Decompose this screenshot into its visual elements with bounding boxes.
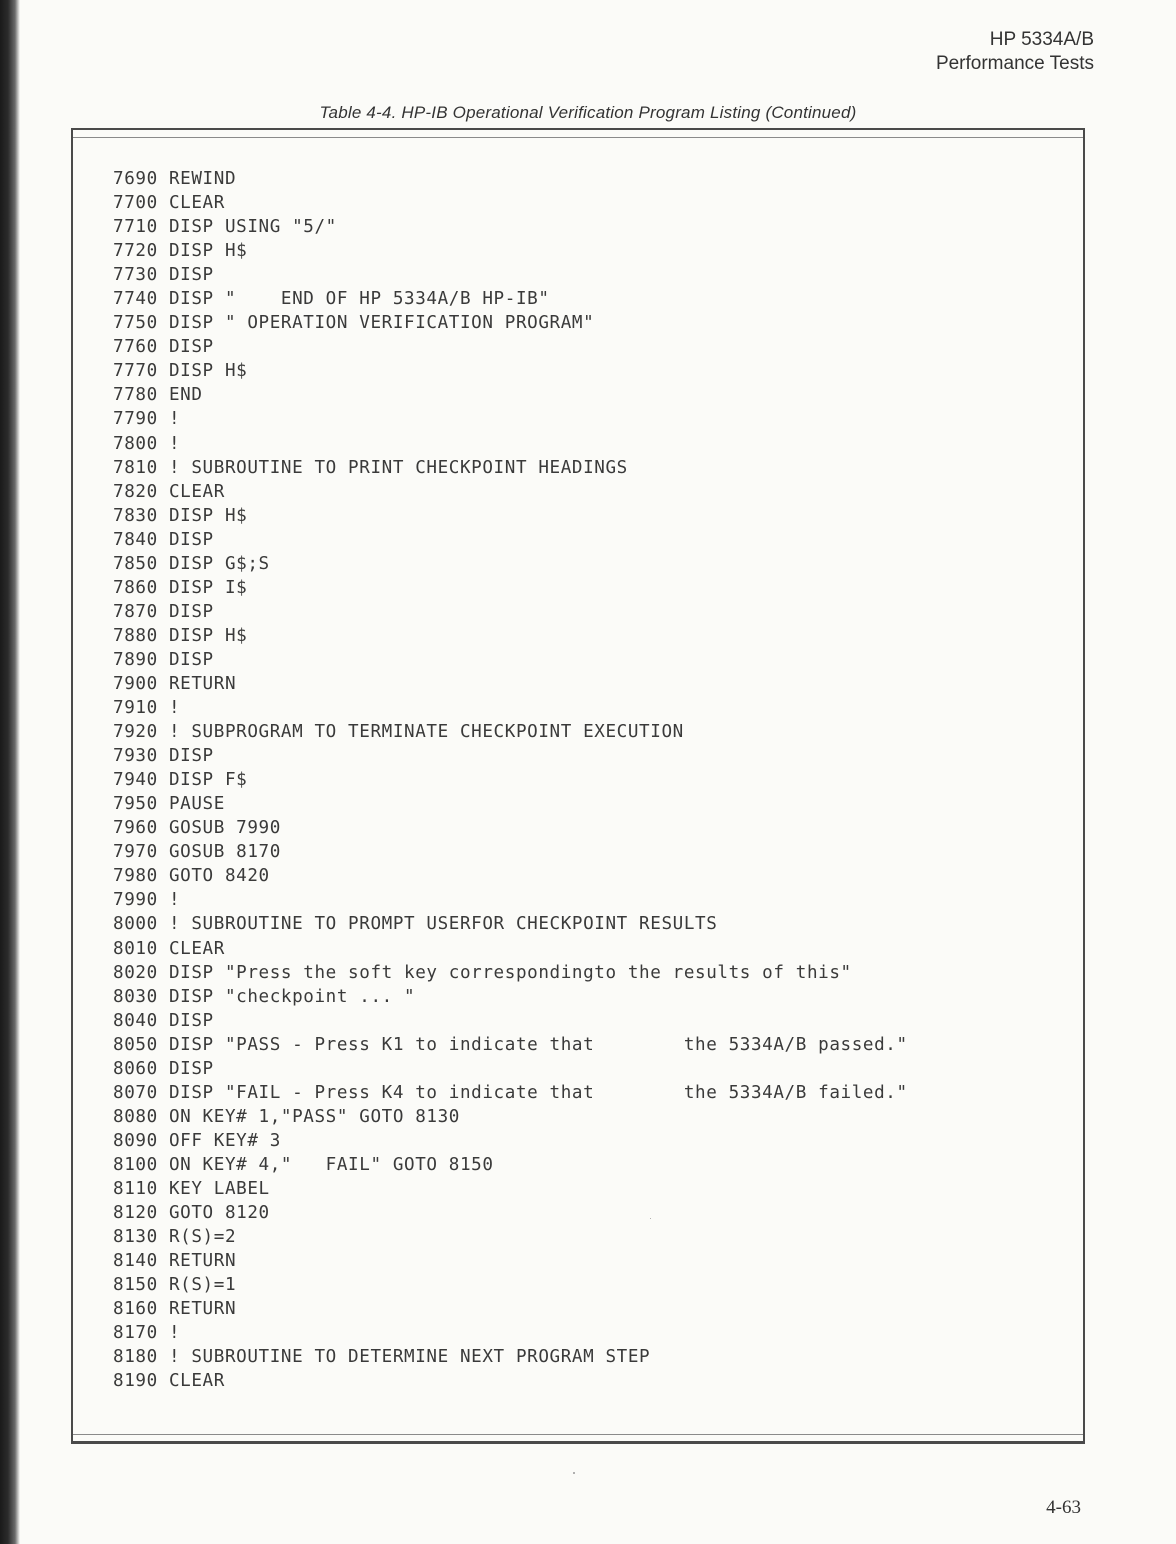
program-listing — [113, 167, 908, 1393]
header-model: HP 5334A/B — [989, 29, 1094, 50]
line-number: 7980 — [113, 866, 158, 887]
listing-line — [113, 696, 908, 720]
statement: CLEAR — [168, 193, 225, 214]
statement: ! — [168, 433, 181, 454]
table-caption: Table 4-4. HP-IB Operational Verification Program Listing (Continued) — [319, 103, 857, 122]
listing-line — [113, 263, 908, 287]
listing-line — [113, 311, 908, 335]
statement: CLEAR — [168, 1371, 225, 1392]
line-number: 8130 — [113, 1227, 158, 1248]
statement: ! SUBROUTINE TO PRINT CHECKPOINT HEADINGS — [168, 457, 628, 478]
statement: RETURN — [168, 1251, 237, 1272]
statement: DISP " OPERATION VERIFICATION PROGRAM" — [168, 313, 595, 334]
line-number: 7750 — [113, 313, 158, 334]
scan-speck — [650, 1218, 651, 1219]
line-number: 8160 — [113, 1299, 158, 1320]
frame-inner-rule-top — [73, 137, 1083, 138]
statement: DISP — [168, 529, 214, 550]
line-number: 7790 — [113, 409, 158, 430]
listing-line — [113, 624, 908, 648]
statement: DISP H$ — [168, 361, 248, 382]
line-number: 8100 — [113, 1154, 158, 1175]
line-number: 7830 — [113, 505, 158, 526]
line-number: 8070 — [113, 1082, 158, 1103]
line-number: 7920 — [113, 722, 158, 743]
line-number: 7810 — [113, 457, 158, 478]
line-number: 7950 — [113, 794, 158, 815]
line-number: 8030 — [113, 986, 158, 1007]
line-number: 8110 — [113, 1178, 158, 1199]
statement: ! — [168, 698, 181, 719]
listing-line — [113, 1369, 908, 1393]
listing-line — [113, 1273, 908, 1297]
statement: DISP "PASS - Press K1 to indicate that the 5334A/B passed." — [168, 1034, 908, 1055]
line-number: 8120 — [113, 1203, 158, 1224]
listing-line — [113, 1081, 908, 1105]
line-number: 7910 — [113, 698, 158, 719]
listing-line — [113, 1057, 908, 1081]
line-number: 7930 — [113, 746, 158, 767]
statement: DISP H$ — [168, 625, 248, 646]
listing-line — [113, 335, 908, 359]
line-number: 7820 — [113, 481, 158, 502]
statement: R(S)=2 — [168, 1227, 237, 1248]
frame-inner-rule-bottom — [73, 1434, 1083, 1435]
listing-line — [113, 961, 908, 985]
statement: DISP — [168, 601, 214, 622]
line-number: 7760 — [113, 337, 158, 358]
listing-line — [113, 792, 908, 816]
listing-line — [113, 191, 908, 215]
listing-line — [113, 359, 908, 383]
listing-line — [113, 1009, 908, 1033]
line-number: 8000 — [113, 914, 158, 935]
listing-line — [113, 1225, 908, 1249]
line-number: 8140 — [113, 1251, 158, 1272]
listing-line — [113, 985, 908, 1009]
statement: PAUSE — [168, 794, 225, 815]
line-number: 7690 — [113, 169, 158, 189]
statement: CLEAR — [168, 481, 225, 502]
listing-line — [113, 1129, 908, 1153]
line-number: 7800 — [113, 433, 158, 454]
statement: RETURN — [168, 673, 237, 694]
statement: ! — [168, 890, 181, 911]
listing-line — [113, 1201, 908, 1225]
line-number: 7780 — [113, 385, 158, 406]
statement: DISP H$ — [168, 241, 248, 262]
listing-line — [113, 888, 908, 912]
statement: RETURN — [168, 1299, 237, 1320]
header-section: Performance Tests — [935, 53, 1094, 74]
line-number: 7850 — [113, 553, 158, 574]
statement: DISP — [168, 265, 214, 286]
listing-line — [113, 383, 908, 407]
statement: DISP — [168, 1058, 214, 1079]
listing-line — [113, 456, 908, 480]
listing-line — [113, 1153, 908, 1177]
listing-line — [113, 720, 908, 744]
statement: OFF KEY# 3 — [168, 1130, 281, 1151]
line-number: 7890 — [113, 649, 158, 670]
statement: DISP — [168, 337, 214, 358]
line-number: 8040 — [113, 1010, 158, 1031]
statement: GOTO 8420 — [168, 866, 270, 887]
statement: ! SUBROUTINE TO DETERMINE NEXT PROGRAM STEP — [168, 1347, 651, 1368]
page-number: 4-63 — [1046, 1497, 1081, 1518]
line-number: 7740 — [113, 289, 158, 310]
statement: DISP G$;S — [168, 553, 270, 574]
line-number: 8090 — [113, 1130, 158, 1151]
statement: ! SUBROUTINE TO PROMPT USERFOR CHECKPOINT RESULTS — [168, 914, 718, 935]
listing-line — [113, 239, 908, 263]
listing-line — [113, 576, 908, 600]
statement: DISP — [168, 649, 214, 670]
line-number: 7960 — [113, 818, 158, 839]
line-number: 7700 — [113, 193, 158, 214]
listing-line — [113, 864, 908, 888]
line-number: 8060 — [113, 1058, 158, 1079]
statement: CLEAR — [168, 938, 225, 959]
statement: REWIND — [168, 169, 237, 189]
statement: DISP — [168, 746, 214, 767]
statement: GOTO 8120 — [168, 1203, 270, 1224]
statement: R(S)=1 — [168, 1275, 237, 1296]
line-number: 8010 — [113, 938, 158, 959]
listing-line — [113, 937, 908, 961]
listing-line — [113, 215, 908, 239]
statement: GOSUB 8170 — [168, 842, 281, 863]
listing-line — [113, 432, 908, 456]
line-number: 8150 — [113, 1275, 158, 1296]
listing-line — [113, 407, 908, 431]
listing-line — [113, 600, 908, 624]
line-number: 7940 — [113, 770, 158, 791]
line-number: 8170 — [113, 1323, 158, 1344]
listing-line — [113, 744, 908, 768]
page-binding-edge — [0, 0, 20, 1544]
listing-line — [113, 1249, 908, 1273]
statement: DISP H$ — [168, 505, 248, 526]
statement: DISP — [168, 1010, 214, 1031]
listing-line — [113, 648, 908, 672]
statement: DISP "FAIL - Press K4 to indicate that the 5334A/B failed." — [168, 1082, 908, 1103]
line-number: 8020 — [113, 962, 158, 983]
listing-line — [113, 840, 908, 864]
line-number: 7970 — [113, 842, 158, 863]
line-number: 8190 — [113, 1371, 158, 1392]
statement: DISP I$ — [168, 577, 248, 598]
statement: ! — [168, 1323, 181, 1344]
line-number: 7900 — [113, 673, 158, 694]
statement: DISP F$ — [168, 770, 248, 791]
listing-line — [113, 912, 908, 936]
line-number: 7870 — [113, 601, 158, 622]
line-number: 8050 — [113, 1034, 158, 1055]
listing-line — [113, 816, 908, 840]
listing-line — [113, 167, 908, 191]
statement: KEY LABEL — [168, 1178, 270, 1199]
line-number: 7860 — [113, 577, 158, 598]
statement: DISP " END OF HP 5334A/B HP-IB" — [168, 289, 550, 310]
statement: END — [168, 385, 203, 406]
statement: ON KEY# 4," FAIL" GOTO 8150 — [168, 1154, 494, 1175]
line-number: 7770 — [113, 361, 158, 382]
line-number: 8080 — [113, 1106, 158, 1127]
listing-line — [113, 1105, 908, 1129]
listing-line — [113, 480, 908, 504]
statement: ! SUBPROGRAM TO TERMINATE CHECKPOINT EXECUTION — [168, 722, 684, 743]
line-number: 7730 — [113, 265, 158, 286]
statement: ! — [168, 409, 181, 430]
listing-line — [113, 552, 908, 576]
listing-line — [113, 1345, 908, 1369]
statement: ON KEY# 1,"PASS" GOTO 8130 — [168, 1106, 460, 1127]
line-number: 7880 — [113, 625, 158, 646]
line-number: 8180 — [113, 1347, 158, 1368]
line-number: 7990 — [113, 890, 158, 911]
scan-speck — [573, 1472, 575, 1474]
statement: DISP "Press the soft key correspondingto the results of this" — [168, 962, 852, 983]
listing-line — [113, 504, 908, 528]
listing-line — [113, 528, 908, 552]
line-number: 7710 — [113, 217, 158, 238]
listing-line — [113, 1297, 908, 1321]
statement: GOSUB 7990 — [168, 818, 281, 839]
listing-line — [113, 1321, 908, 1345]
running-header — [936, 28, 1094, 76]
listing-line — [113, 287, 908, 311]
line-number: 7720 — [113, 241, 158, 262]
listing-line — [113, 672, 908, 696]
listing-line — [113, 1177, 908, 1201]
statement: DISP "checkpoint ... " — [168, 986, 416, 1007]
listing-line — [113, 768, 908, 792]
listing-line — [113, 1033, 908, 1057]
line-number: 7840 — [113, 529, 158, 550]
statement: DISP USING "5/" — [168, 217, 337, 238]
